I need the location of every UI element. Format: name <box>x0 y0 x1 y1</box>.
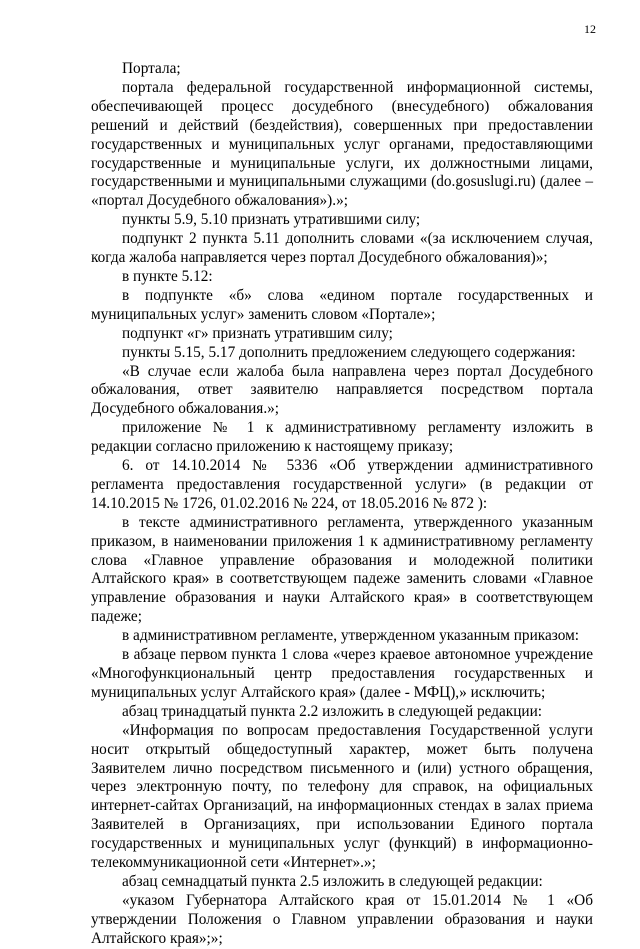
paragraph: «Информация по вопросам предоставления Государственной услуги носит открытый общедоступный характер, может быть получена Заявителем лично посредством письменного и (или) устного обращения, через электронную почту, по телефону для справок, на официальных интернет-сайтах Организаций, на информационных стендах в залах приема Заявителей в Организациях, при использовании Единого портала государственных и муниципальных услуг (функций) в информационно-телекоммуникационной сети «Интернет».»; <box>91 721 593 872</box>
paragraph: в подпункте «б» слова «едином портале государственных и муниципальных услуг» заменить словом «Портале»; <box>91 286 593 323</box>
paragraph: подпункт «г» признать утратившим силу; <box>122 324 393 342</box>
paragraph: в абзаце первом пункта 1 слова «через краевое автономное учреждение «Многофункциональный центр предоставления государственных и муниципальных услуг Алтайского края» (далее - МФЦ),» исключить; <box>91 646 593 701</box>
paragraph: в пункте 5.12: <box>122 267 213 285</box>
document-body <box>91 60 593 949</box>
paragraph: в административном регламенте, утвержденном указанным приказом: <box>122 627 579 645</box>
paragraph: «указом Губернатора Алтайского края от 15.01.2014 № 1 «Об утверждении Положения о Главном управлении образования и науки Алтайского края»;»; <box>91 891 593 947</box>
paragraph: Портала; <box>122 60 181 77</box>
paragraph: «В случае если жалоба была направлена через портал Досудебного обжалования, ответ заявителю направляется посредством портала Досудебного обжалования.»; <box>91 362 593 418</box>
paragraph: портала федеральной государственной информационной системы, обеспечивающей процесс досудебного (внесудебного) обжалования решений и действий (бездействия), совершенных при предоставлении государственных и муниципальных услуг органами, предоставляющими государственные и муниципальные услуги, их должностными лицами, государственными и муниципальными служащими (do.gosuslugi.ru) (далее – «портал Досудебного обжалования»).»; <box>91 78 593 210</box>
paragraph: подпункт 2 пункта 5.11 дополнить словами «(за исключением случая, когда жалоба направляется через портал Досудебного обжалования)»; <box>91 230 593 267</box>
paragraph: пункты 5.15, 5.17 дополнить предложением следующего содержания: <box>122 343 576 361</box>
paragraph: в тексте административного регламента, утвержденного указанным приказом, в наименовании приложения 1 к административному регламенту слова «Главное управление образования и молодежной политики Алтайского края» в соответствующем падеже заменить словами «Главное управление образования и науки Алтайского края» в соответствующем падеже; <box>91 513 593 626</box>
paragraph: пункты 5.9, 5.10 признать утратившими силу; <box>122 211 421 229</box>
paragraph: абзац тринадцатый пункта 2.2 изложить в следующей редакции: <box>122 702 543 720</box>
paragraph: приложение № 1 к административному регламенту изложить в редакции согласно приложению к настоящему приказу; <box>91 419 593 456</box>
paragraph: 6. от 14.10.2014 № 5336 «Об утверждении административного регламента предоставления государственной услуги» (в редакции от 14.10.2015 № 1726, 01.02.2016 № 224, от 18.05.2016 № 872 ): <box>91 457 593 512</box>
paragraph: абзац семнадцатый пункта 2.5 изложить в следующей редакции: <box>122 872 543 890</box>
page-number: 12 <box>584 22 596 36</box>
